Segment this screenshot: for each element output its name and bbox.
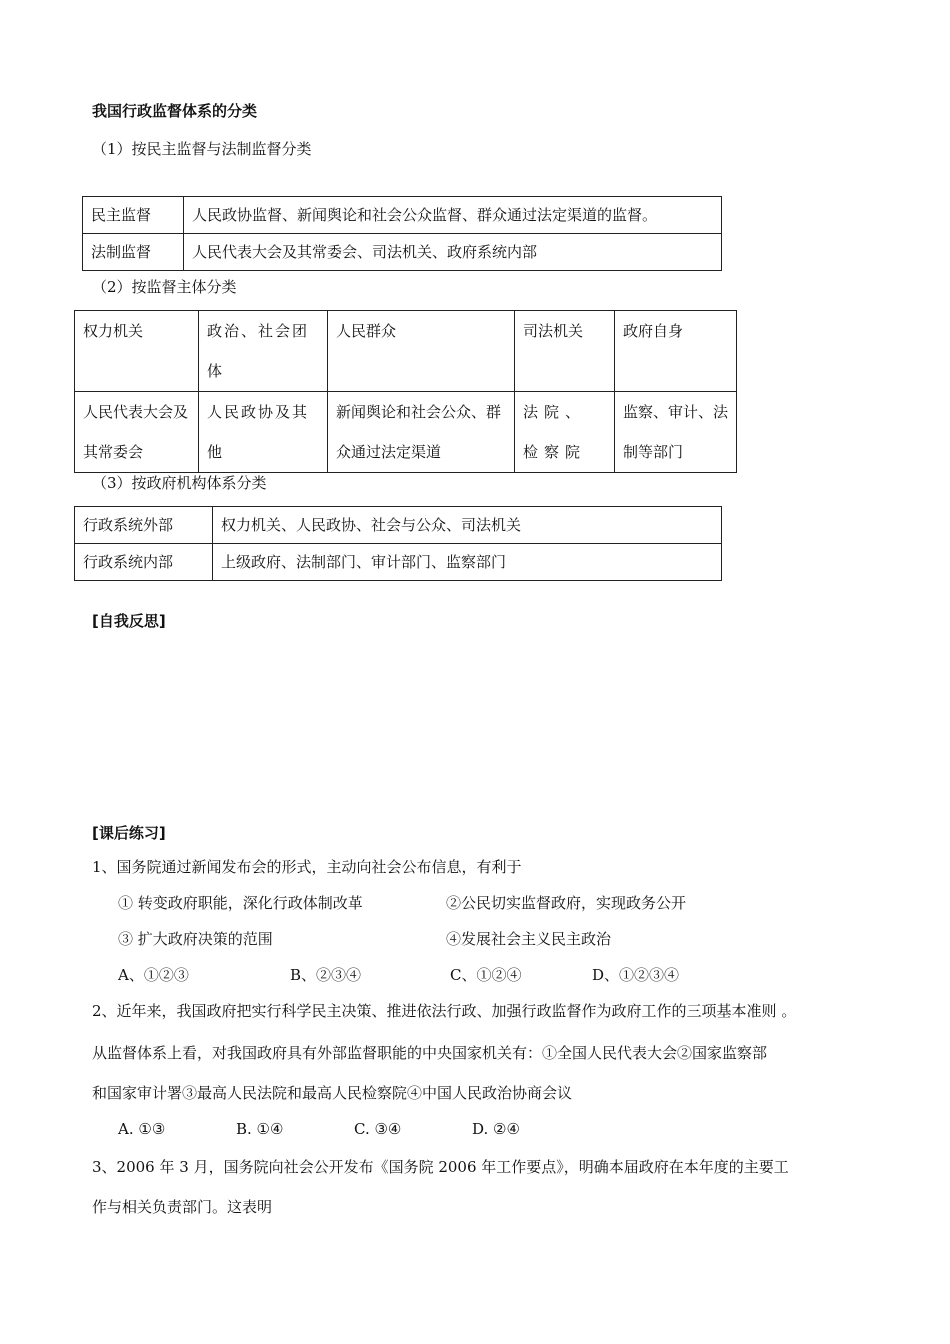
table-header-cell: 司法机关: [515, 311, 615, 392]
question-2-choice-c: C. ③④: [354, 1120, 402, 1138]
table-header-cell: 权力机关: [75, 311, 199, 392]
question-2-choice-a: A. ①③: [118, 1120, 166, 1138]
table-header-cell: 政治、社会团体: [199, 311, 328, 392]
table-header-row: [75, 311, 737, 392]
exercise-title: [课后练习]: [92, 824, 166, 842]
table-cell: 人民政协及其他: [199, 392, 328, 473]
question-1-option: ②公民切实监督政府，实现政务公开: [446, 894, 687, 912]
question-1-choice-b: B、②③④: [290, 966, 362, 984]
question-1-choice-c: C、①②④: [450, 966, 522, 984]
subsection-3-title: （3）按政府机构体系分类: [92, 474, 267, 492]
table-democratic-legal: [82, 196, 722, 271]
table-cell: 人民代表大会及其常委会、司法机关、政府系统内部: [184, 234, 722, 271]
question-1-option: ③ 扩大政府决策的范围: [118, 930, 273, 948]
question-1-option: ④发展社会主义民主政治: [446, 930, 612, 948]
table-supervision-subjects: [74, 310, 737, 473]
question-2-line: 从监督体系上看，对我国政府具有外部监督职能的中央国家机关有：①全国人民代表大会②国家监察部: [92, 1044, 768, 1062]
section-heading: 我国行政监督体系的分类: [92, 102, 258, 120]
question-2-choice-d: D. ②④: [472, 1120, 520, 1138]
question-1-option: ① 转变政府职能，深化行政体制改革: [118, 894, 363, 912]
table-cell: 法制监督: [83, 234, 184, 271]
table-government-system: [74, 506, 722, 581]
table-cell: 新闻舆论和社会公众、群众通过法定渠道: [328, 392, 515, 473]
table-cell: 民主监督: [83, 197, 184, 234]
table-header-cell: 人民群众: [328, 311, 515, 392]
table-row: [75, 507, 722, 544]
table-cell: 人民政协监督、新闻舆论和社会公众监督、群众通过法定渠道的监督。: [184, 197, 722, 234]
question-1-choice-a: A、①②③: [118, 966, 189, 984]
table-row: [83, 234, 722, 271]
question-2-choice-b: B. ①④: [236, 1120, 284, 1138]
subsection-2-title: （2）按监督主体分类: [92, 278, 237, 296]
question-3-line: 作与相关负责部门。这表明: [92, 1198, 273, 1216]
question-1-choice-d: D、①②③④: [592, 966, 680, 984]
table-row: [75, 392, 737, 473]
table-cell: 监察、审计、法制等部门: [615, 392, 737, 473]
table-header-cell: 政府自身: [615, 311, 737, 392]
question-2-line: 2、近年来，我国政府把实行科学民主决策、推进依法行政、加强行政监督作为政府工作的三项基本准则 。: [92, 1002, 797, 1020]
table-cell: 行政系统内部: [75, 544, 213, 581]
table-cell: 上级政府、法制部门、审计部门、监察部门: [213, 544, 722, 581]
table-row: [75, 544, 722, 581]
question-3-line: 3、2006 年 3 月，国务院向社会公开发布《国务院 2006 年工作要点》，明确本届政府在本年度的主要工: [92, 1158, 789, 1176]
table-cell: 行政系统外部: [75, 507, 213, 544]
table-cell: 法院、检察院: [515, 392, 615, 473]
table-cell: 权力机关、人民政协、社会与公众、司法机关: [213, 507, 722, 544]
question-2-line: 和国家审计署③最高人民法院和最高人民检察院④中国人民政治协商会议: [92, 1084, 573, 1102]
table-cell: 人民代表大会及其常委会: [75, 392, 199, 473]
reflection-title: [自我反思]: [92, 612, 166, 630]
table-row: [83, 197, 722, 234]
question-1-stem: 1、国务院通过新闻发布会的形式，主动向社会公布信息，有利于: [92, 858, 522, 876]
subsection-1-title: （1）按民主监督与法制监督分类: [92, 140, 312, 158]
